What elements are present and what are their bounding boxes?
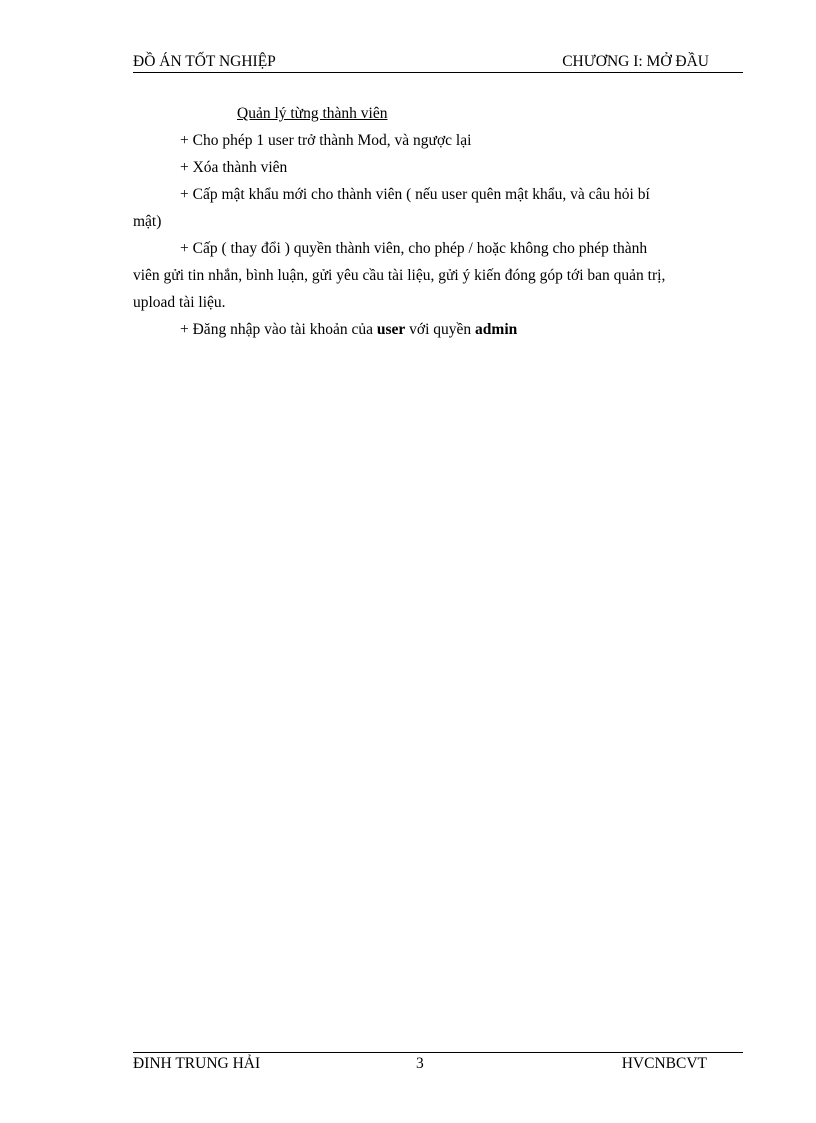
list-item-new-password-cont: mật) — [133, 213, 162, 230]
list-item-new-password: + Cấp mật khẩu mới cho thành viên ( nếu user quên mật khẩu, và câu hỏi bí — [180, 186, 650, 203]
login-text-middle: với quyền — [405, 321, 476, 338]
header-title: ĐỒ ÁN TỐT NGHIỆP — [133, 53, 276, 70]
page-header — [133, 52, 743, 73]
footer-author: ĐINH TRUNG HẢI — [133, 1055, 261, 1072]
list-item-permissions-cont2: upload tài liệu. — [133, 294, 226, 311]
list-item-permissions-cont1: viên gửi tin nhắn, bình luận, gửi yêu cầu tài liệu, gửi ý kiến đóng góp tới ban quản trị, — [133, 267, 666, 284]
list-item-login-as-user — [133, 316, 733, 343]
login-text-prefix: + Đăng nhập vào tài khoản của — [180, 321, 377, 338]
page-number: 3 — [416, 1055, 424, 1072]
list-item-permissions: + Cấp ( thay đổi ) quyền thành viên, cho phép / hoặc không cho phép thành — [180, 240, 648, 257]
footer-institution: HVCNBCVT — [621, 1055, 707, 1072]
list-item-delete-member: + Xóa thành viên — [180, 159, 288, 176]
login-text-admin: admin — [475, 321, 518, 338]
list-item-mod: + Cho phép 1 user trở thành Mod, và ngược lại — [180, 132, 472, 149]
login-text-user: user — [376, 321, 406, 338]
page-body — [133, 100, 733, 343]
header-chapter: CHƯƠNG I: MỞ ĐẦU — [562, 53, 709, 70]
page-footer — [133, 1052, 743, 1075]
section-subheading: Quản lý từng thành viên — [237, 105, 388, 122]
